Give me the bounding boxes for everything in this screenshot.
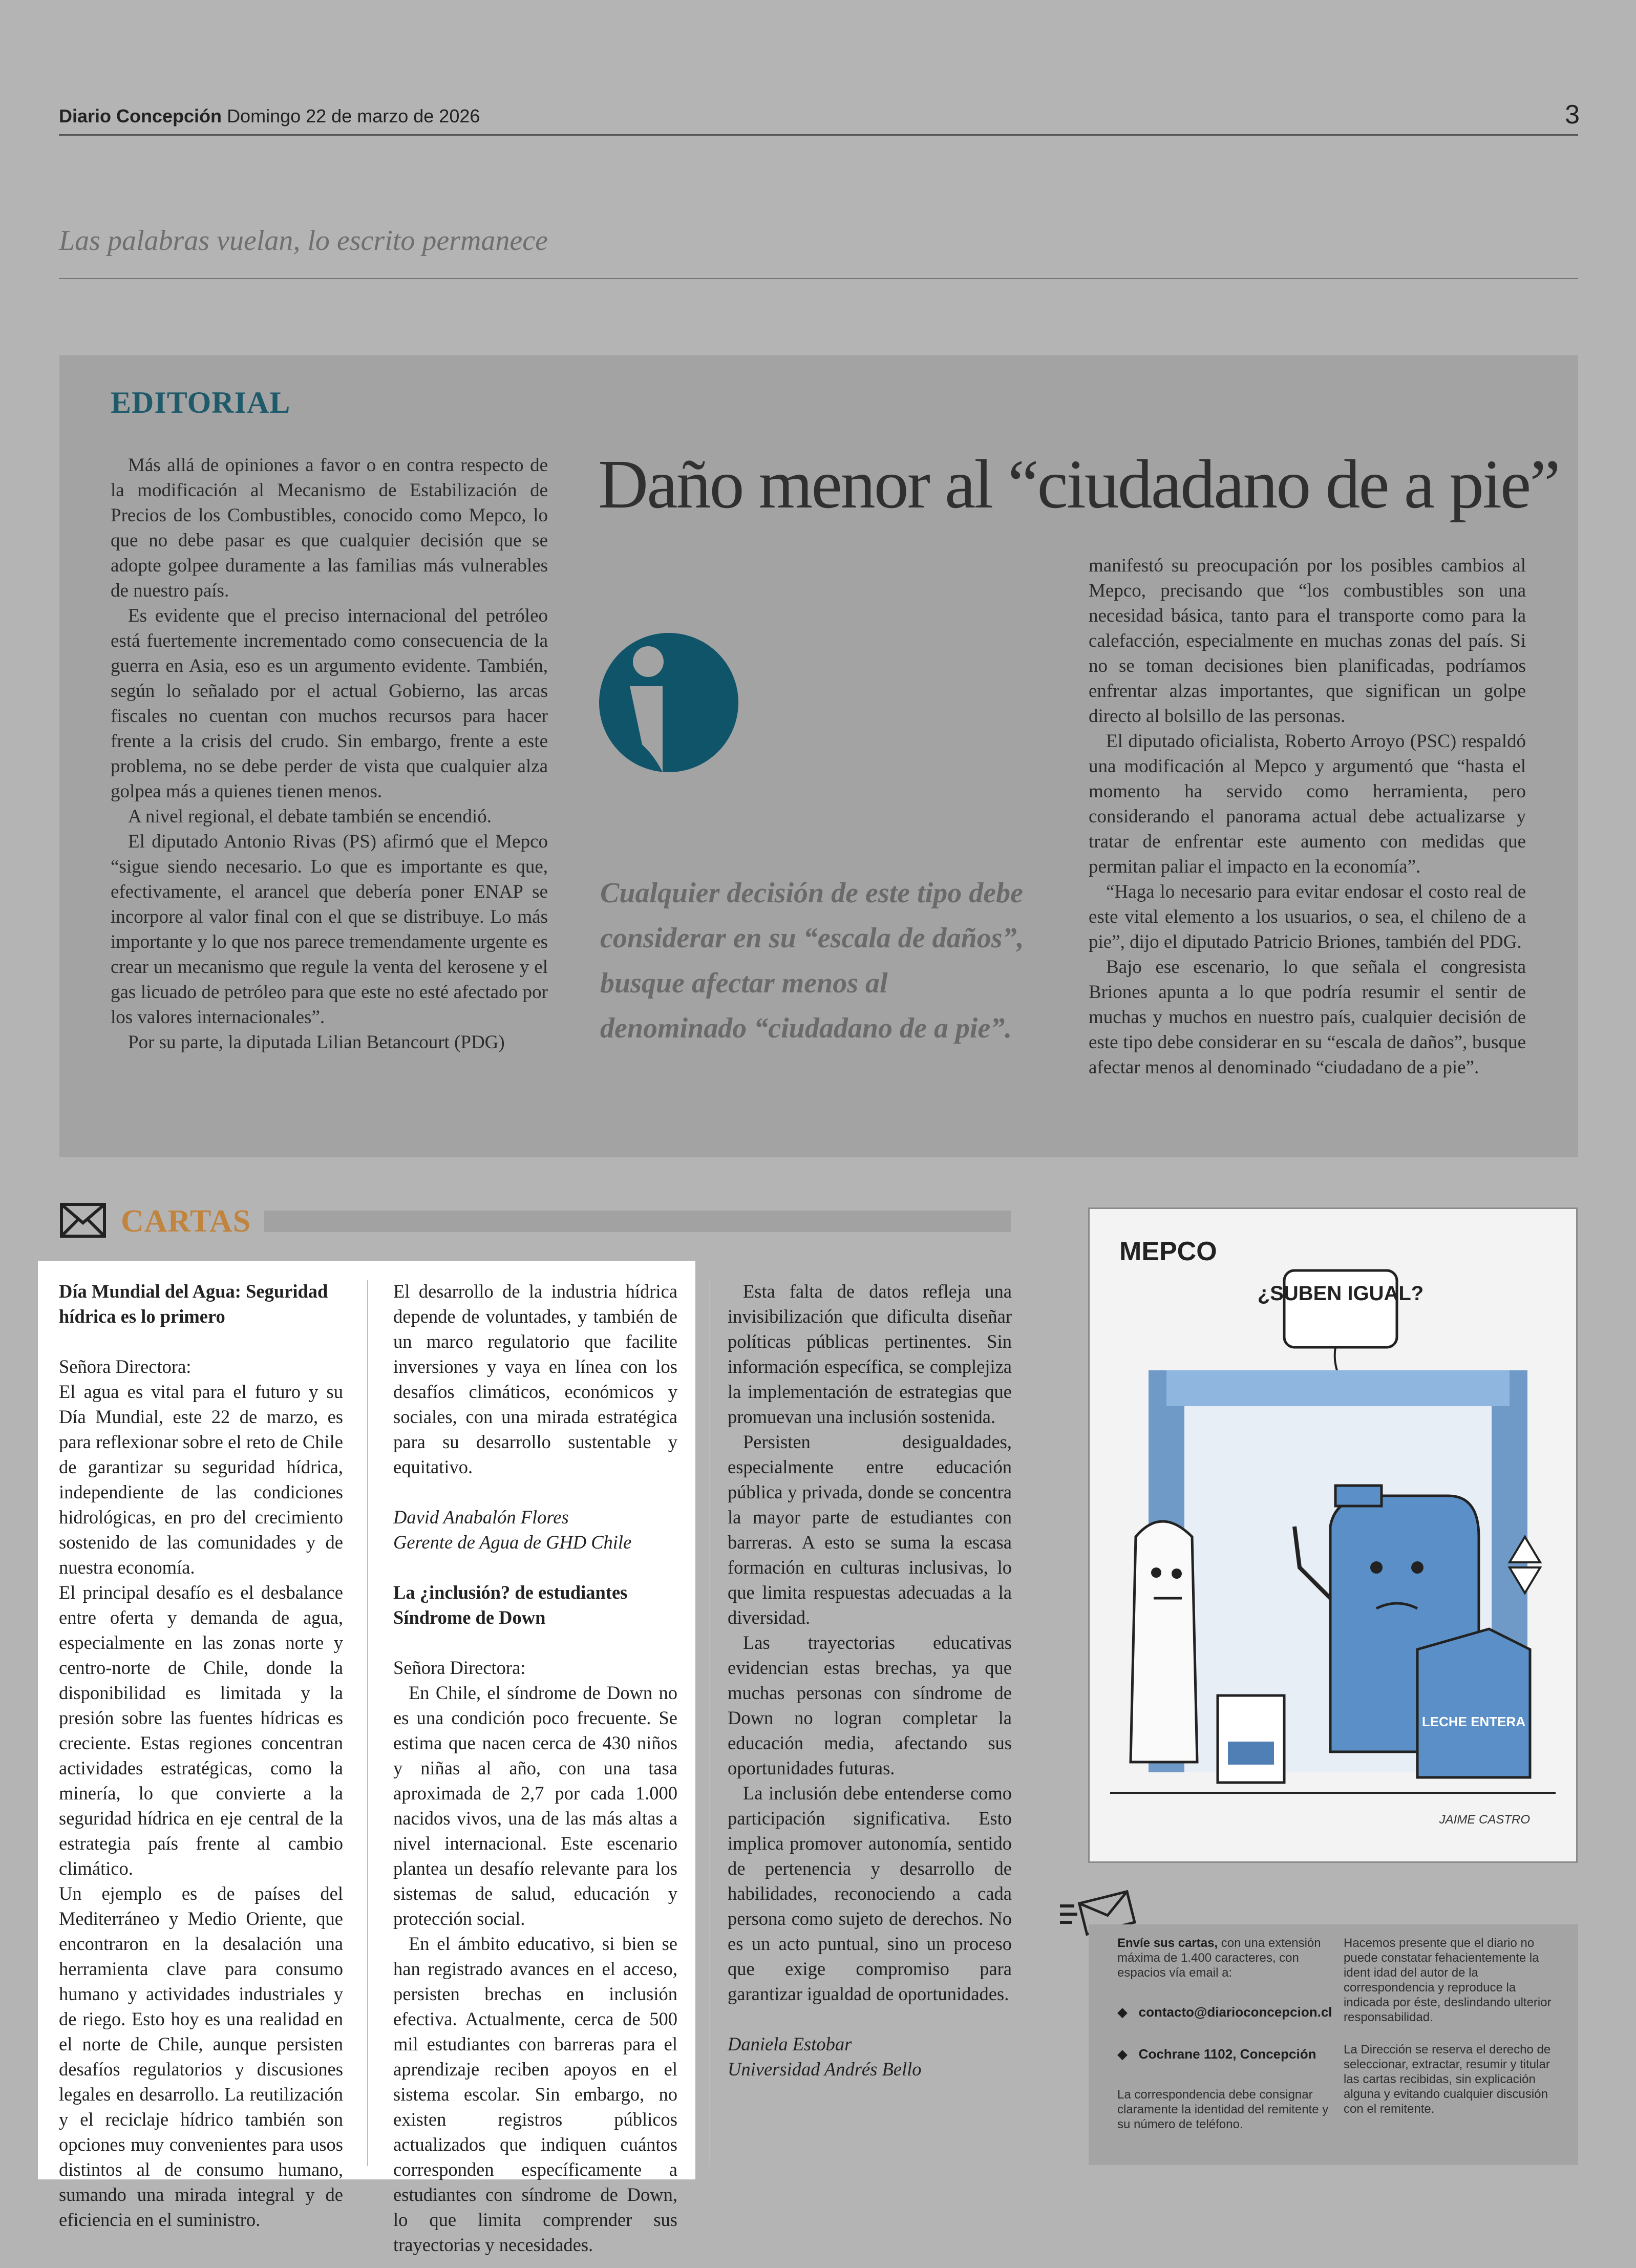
cartas-label: CARTAS bbox=[121, 1204, 251, 1239]
bullet-diamond-icon: ◆ bbox=[1117, 2004, 1128, 2020]
letter-author: Daniela Estobar bbox=[728, 2033, 852, 2054]
editorial-pull-quote: Cualquier decisión de este tipo debe considerar en su “escala de daños”, busque afectar menos al denominado “ciudadano de a pie”. bbox=[600, 877, 1024, 1044]
editorial-paragraph: Es evidente que el preciso internacional del petróleo está fuertemente incrementado como consecuencia de la guerra en Asia, eso es un argumento evidente. También, según lo señalado por el actual Gobierno, las arcas fiscales no cuentan con muchos recursos para hacer frente a la crisis del crudo. Sin embargo, frente a este problema, no se debe perder de vista que cualquier alza golpea más a quienes tienen menos. bbox=[111, 605, 548, 802]
submission-lead-text: con una extensión máxima de 1.400 caracteres, con espacios vía email a: bbox=[1117, 1936, 1321, 1980]
milk-carton-character bbox=[1417, 1629, 1530, 1777]
submission-consign-note: La correspondencia debe consignar claramente la identidad del remitente y su número de teléfono. bbox=[1117, 2088, 1329, 2131]
issue-date: Domingo 22 de marzo de 2026 bbox=[227, 105, 480, 126]
letter-author: David Anabalón Flores bbox=[393, 1507, 569, 1528]
column-divider bbox=[367, 1280, 368, 2166]
submission-lead bbox=[1117, 1936, 1337, 1980]
submission-rights-note: La Dirección se reserva el derecho de seleccionar, extractar, resumir y titular las cartas recibidas, sin explicación alguna y evitando cualquier discusión con el remitente. bbox=[1344, 2043, 1551, 2116]
letter-author-role: Universidad Andrés Bello bbox=[728, 2059, 922, 2080]
page-number: 3 bbox=[1565, 100, 1580, 130]
letter-water bbox=[59, 1279, 343, 2230]
info-icon bbox=[599, 633, 738, 772]
editorial-column-left bbox=[111, 453, 548, 1055]
letters-column-right bbox=[728, 1279, 1012, 2165]
submission-email-row bbox=[1117, 2004, 1332, 2020]
section-tagline: Las palabras vuelan, lo escrito permanece bbox=[59, 225, 548, 257]
cartas-header-bar bbox=[264, 1211, 1011, 1232]
cartoonist-signature: JAIME CASTRO bbox=[1439, 1813, 1530, 1827]
letters-column-middle bbox=[393, 1279, 677, 2255]
editorial-paragraph: A nivel regional, el debate también se encendió. bbox=[128, 806, 492, 827]
letter-paragraph: El principal desafío es el desbalance entre oferta y demanda de agua, especialmente en las zonas norte y centro-norte de Chile, donde la disponibilidad es limitada y la presión sobre las fuentes hídricas es creciente. Estas regiones concentran actividades estratégicas, como la minería, lo que convierte a la seguridad hídrica en eje central de la estrategia país frente al cambio climático. bbox=[59, 1582, 343, 1879]
tagline-rule bbox=[59, 278, 1578, 279]
letter-salutation: Señora Directora: bbox=[393, 1657, 526, 1678]
masthead bbox=[59, 105, 480, 127]
letter-paragraph: En el ámbito educativo, si bien se han registrado avances en el acceso, persisten brechas en inclusión efectiva. Actualmente, cerca de 500 mil estudiantes con barreras para el aprendizaje reciben apoyos en el sistema escolar. Sin embargo, no existen registros públicos actualizados que indiquen cuántos corresponden específicamente a estudiantes con síndrome de Down, lo que limita comprender sus trayectorias y necesidades. bbox=[393, 1933, 677, 2255]
letter-paragraph: La inclusión debe entenderse como participación significativa. Esto implica promover autonomía, sentido de pertenencia y desarrollo de habilidades, reconociendo a cada persona como sujeto de derechos. No es un acto puntual, sino un proceso que exige compromiso para garantizar igualdad de oportunidades. bbox=[728, 1783, 1012, 2004]
submission-lead-bold: Envíe sus cartas, bbox=[1117, 1936, 1218, 1950]
column-divider bbox=[709, 1280, 710, 2166]
editorial-paragraph: El diputado oficialista, Roberto Arroyo (PSC) respaldó una modificación al Mepco y argumentó que “hasta el momento ha servido como herramienta, pero considerando el panorama actual debe actualizarse y tratar de enfrentar este aumento con medidas que permitan paliar el impacto en la economía”. bbox=[1089, 731, 1526, 877]
editorial-paragraph: manifestó su preocupación por los posibles cambios al Mepco, precisando que “los combustibles son una necesidad básica, tanto para el transporte como para la calefacción, especialmente en muchas zonas del país. Si no se toman decisiones bien planificadas, podríamos enfrentar alzas importantes, que significan un golpe directo al bolsillo de las personas. bbox=[1089, 555, 1526, 727]
letter-paragraph: Las trayectorias educativas evidencian estas brechas, ya que muchas personas con síndrome de Down no logran completar la educación media, afectando sus oportunidades futuras. bbox=[728, 1632, 1012, 1778]
letter-paragraph: Persisten desigualdades, especialmente entre educación pública y privada, donde se concentra la mayor parte de estudiantes con barreras. A esto se suma la escasa formación en culturas inclusivas, lo que limita respuestas adecuadas a la diversidad. bbox=[728, 1431, 1012, 1628]
letter-paragraph: El desarrollo de la industria hídrica depende de voluntades, y también de un marco regulatorio que facilite inversiones y vaya en línea con los desafíos climáticos, económicos y sociales, con una mirada estratégica para su desarrollo sustentable y equitativo. bbox=[393, 1281, 677, 1477]
editorial-paragraph: Por su parte, la diputada Lilian Betancourt (PDG) bbox=[128, 1032, 505, 1053]
paper-name: Diario Concepción bbox=[59, 105, 222, 126]
letter-paragraph: En Chile, el síndrome de Down no es una condición poco frecuente. Se estima que nacen cerca de 430 niños y niñas al año, con una tasa aproximada de 2,7 por cada 1.000 nacidos vivos, una de las más altas a nivel internacional. Este escenario plantea un desafío relevante para los sistemas de salud, educación y protección social. bbox=[393, 1682, 677, 1929]
editorial-label: EDITORIAL bbox=[111, 386, 291, 419]
cartoon-title: MEPCO bbox=[1119, 1237, 1217, 1266]
letter-salutation: Señora Directora: bbox=[59, 1356, 192, 1377]
editorial-paragraph: Más allá de opiniones a favor o en contra respecto de la modificación al Mecanismo de Estabilización de Precios de los Combustibles, conocido como Mepco, lo que no debe pasar es que cualquier decisión que se adopte golpee duramente a las familias más vulnerables de nuestro país. bbox=[111, 455, 548, 601]
envelope-icon bbox=[59, 1202, 107, 1238]
grocery-bag bbox=[1218, 1695, 1284, 1783]
editorial-paragraph: Bajo ese escenario, lo que señala el congresista Briones apunta a lo que podría resumir el sentir de muchas y muchos en nuestro país, cualquier decisión de este tipo debe considerar en su “escala de daños”, busque afectar menos al denominado “ciudadano de a pie”. bbox=[1089, 957, 1526, 1078]
bullet-diamond-icon: ◆ bbox=[1117, 2046, 1128, 2062]
submission-identity-note: Hacemos presente que el diario no puede constatar fehacientemente la ident idad del autor de la correspondencia y reproduce la indicada por éste, deslindando ulterior responsabilidad. bbox=[1344, 1936, 1552, 2024]
bread-character bbox=[1131, 1521, 1197, 1762]
letter-author-role: Gerente de Agua de GHD Chile bbox=[393, 1532, 632, 1553]
editorial-paragraph: “Haga lo necesario para evitar endosar el costo real de este vital elemento a los usuarios, o sea, el chileno de a pie”, dijo el diputado Patricio Briones, también del PDG. bbox=[1089, 881, 1526, 952]
editorial-headline: Daño menor al “ciudadano de a pie” bbox=[598, 446, 1559, 523]
submission-address: Cochrane 1102, Concepción bbox=[1138, 2046, 1316, 2062]
submission-address-row bbox=[1117, 2046, 1316, 2062]
letter-paragraph: El agua es vital para el futuro y su Día Mundial, este 22 de marzo, es para reflexionar sobre el reto de Chile de garantizar su seguridad hídrica, independiente de las condiciones hidrológicas, en pro del crecimiento sostenido de las comunidades y de nuestra economía. bbox=[59, 1381, 343, 1578]
letter-paragraph: Esta falta de datos refleja una invisibilización que dificulta diseñar políticas públicas pertinentes. Sin información específica, se complejiza la implementación de estrategias que promuevan una inclusión sostenida. bbox=[728, 1281, 1012, 1427]
editorial-column-right bbox=[1089, 553, 1526, 1080]
letter-title: Día Mundial del Agua: Seguridad hídrica es lo primero bbox=[59, 1281, 328, 1327]
header-rule bbox=[59, 134, 1578, 136]
mepco-cartoon bbox=[1090, 1209, 1576, 1861]
editorial-paragraph: El diputado Antonio Rivas (PS) afirmó que el Mepco “sigue siendo necesario. Lo que es importante es que, efectivamente, el arancel que debería poner ENAP se incorpore al valor final con el que se distribuye. Lo más importante y lo que nos parece tremendamente urgente es crear un mecanismo que regule la venta del kerosene y el gas licuado de petróleo para que este no esté afectado por los valores internacionales”. bbox=[111, 831, 548, 1028]
letter-title: La ¿inclusión? de estudiantes Síndrome de Down bbox=[393, 1582, 628, 1628]
speech-text: ¿SUBEN IGUAL? bbox=[1257, 1282, 1424, 1305]
milk-label: LECHE ENTERA bbox=[1421, 1714, 1526, 1729]
letter-paragraph: Un ejemplo es de países del Mediterráneo y Medio Oriente, que encontraron en la desalación una herramienta clave para consumo humano y actividades industriales y de riego. Esto hoy es una realidad en el norte de Chile, aunque persisten desafíos regulatorios y discusiones legales en desarrollo. La reutilización y el reciclaje hídrico también son opciones muy convenientes para usos distintos al de consumo humano, sumando una mirada integral y de eficiencia en el suministro. bbox=[59, 1883, 343, 2230]
submission-email[interactable]: contacto@diarioconcepcion.cl bbox=[1138, 2004, 1332, 2020]
